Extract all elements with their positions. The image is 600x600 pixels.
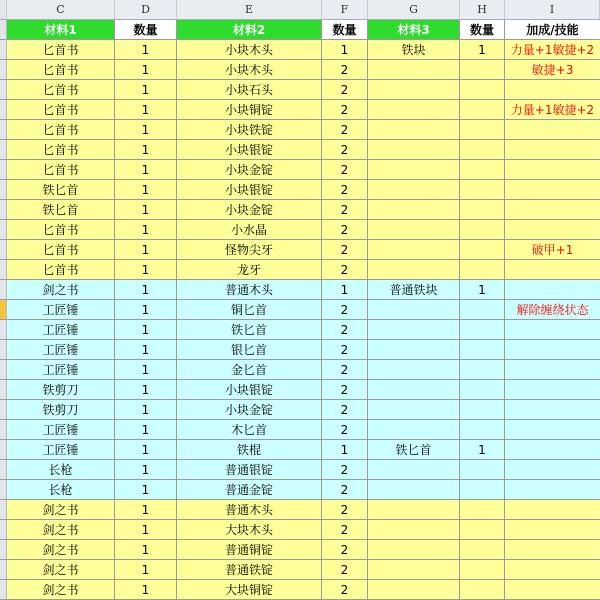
cell-material2[interactable]: 普通金锭 [177,480,322,500]
cell-material2[interactable]: 普通银锭 [177,460,322,480]
cell-material2[interactable]: 怪物尖牙 [177,240,322,260]
column-header-e[interactable]: E [177,0,322,20]
table-row [0,500,600,520]
cell-qty2[interactable]: 2 [322,420,368,440]
table-row [0,120,600,140]
cell-bonus[interactable] [505,380,600,400]
cell-material2[interactable]: 铜匕首 [177,300,322,320]
cell-material1[interactable]: 工匠锤 [7,420,115,440]
row-header[interactable] [0,180,7,200]
cell-qty2[interactable]: 1 [322,40,368,60]
cell-qty2[interactable]: 2 [322,120,368,140]
cell-qty3[interactable] [460,340,505,360]
cell-qty3[interactable] [460,220,505,240]
cell-material2[interactable]: 小块金锭 [177,200,322,220]
cell-qty2[interactable]: 2 [322,340,368,360]
cell-qty3[interactable] [460,160,505,180]
cell-bonus[interactable]: 力量+1敏捷+2 [505,40,600,60]
table-row [0,180,600,200]
cell-qty3[interactable] [460,480,505,500]
cell-qty2[interactable]: 2 [322,580,368,600]
cell-qty3[interactable] [460,60,505,80]
row-header[interactable] [0,40,7,60]
cell-material1[interactable]: 工匠锤 [7,440,115,460]
table-row [0,200,600,220]
cell-qty1[interactable]: 1 [115,100,177,120]
table-row [0,100,600,120]
cell-qty1[interactable]: 1 [115,60,177,80]
table-row [0,60,600,80]
cell-qty2[interactable]: 2 [322,240,368,260]
row-header[interactable] [0,220,7,240]
table-row [0,80,600,100]
cell-material1[interactable]: 匕首书 [7,160,115,180]
cell-material3[interactable] [368,200,460,220]
cell-material1[interactable]: 工匠锤 [7,340,115,360]
cell-material1[interactable]: 铁匕首 [7,200,115,220]
header-cell-bonus[interactable]: 加成/技能 [505,20,600,40]
cell-material2[interactable]: 普通铜锭 [177,540,322,560]
cell-qty3[interactable] [460,240,505,260]
cell-bonus[interactable] [505,320,600,340]
row-header[interactable] [0,120,7,140]
cell-bonus[interactable] [505,500,600,520]
cell-qty3[interactable] [460,540,505,560]
cell-material1[interactable]: 长枪 [7,480,115,500]
cell-material3[interactable] [368,580,460,600]
cell-material3[interactable] [368,80,460,100]
cell-qty3[interactable] [460,560,505,580]
cell-qty2[interactable]: 2 [322,560,368,580]
cell-material2[interactable]: 小块木头 [177,60,322,80]
cell-qty1[interactable]: 1 [115,460,177,480]
cell-material3[interactable] [368,420,460,440]
cell-material2[interactable]: 金匕首 [177,360,322,380]
cell-material2[interactable]: 大块木头 [177,520,322,540]
table-header-row [0,20,600,40]
row-header[interactable] [0,360,7,380]
cell-bonus[interactable] [505,140,600,160]
cell-material1[interactable]: 匕首书 [7,220,115,240]
table-row [0,340,600,360]
cell-material3[interactable] [368,320,460,340]
cell-qty1[interactable]: 1 [115,80,177,100]
cell-qty1[interactable]: 1 [115,160,177,180]
cell-qty2[interactable]: 2 [322,60,368,80]
column-header-d[interactable]: D [115,0,177,20]
cell-material3[interactable] [368,60,460,80]
cell-material3[interactable]: 铁块 [368,40,460,60]
cell-qty1[interactable]: 1 [115,140,177,160]
cell-material2[interactable]: 龙牙 [177,260,322,280]
cell-qty2[interactable]: 2 [322,140,368,160]
cell-qty3[interactable] [460,420,505,440]
cell-material2[interactable]: 小块石头 [177,80,322,100]
cell-qty1[interactable]: 1 [115,420,177,440]
cell-material3[interactable] [368,560,460,580]
cell-qty2[interactable]: 2 [322,180,368,200]
row-header[interactable] [0,300,7,320]
table-body [0,40,600,600]
cell-bonus[interactable]: 解除缠绕状态 [505,300,600,320]
cell-material3[interactable] [368,240,460,260]
cell-material1[interactable]: 剑之书 [7,580,115,600]
row-header[interactable] [0,260,7,280]
table-row [0,440,600,460]
cell-bonus[interactable] [505,180,600,200]
cell-qty2[interactable]: 2 [322,300,368,320]
cell-bonus[interactable] [505,340,600,360]
cell-bonus[interactable] [505,120,600,140]
row-header[interactable] [0,240,7,260]
cell-qty2[interactable]: 2 [322,260,368,280]
cell-bonus[interactable] [505,360,600,380]
table-row [0,140,600,160]
cell-material1[interactable]: 铁匕首 [7,180,115,200]
cell-bonus[interactable] [505,400,600,420]
cell-material1[interactable]: 铁剪刀 [7,380,115,400]
cell-material2[interactable]: 木匕首 [177,420,322,440]
table-row [0,320,600,340]
cell-qty2[interactable]: 2 [322,540,368,560]
cell-material3[interactable] [368,360,460,380]
cell-material1[interactable]: 工匠锤 [7,360,115,380]
table-row [0,160,600,180]
cell-material2[interactable]: 小块金锭 [177,400,322,420]
cell-qty1[interactable]: 1 [115,500,177,520]
cell-material2[interactable]: 普通铁锭 [177,560,322,580]
table-row [0,240,600,260]
cell-material2[interactable]: 银匕首 [177,340,322,360]
cell-qty1[interactable]: 1 [115,280,177,300]
cell-qty3[interactable] [460,580,505,600]
cell-material3[interactable] [368,500,460,520]
cell-qty2[interactable]: 2 [322,460,368,480]
table-row [0,360,600,380]
cell-material2[interactable]: 普通木头 [177,280,322,300]
table-row [0,40,600,60]
cell-bonus[interactable] [505,560,600,580]
cell-bonus[interactable]: 敏捷+3 [505,60,600,80]
cell-qty1[interactable]: 1 [115,580,177,600]
cell-material2[interactable]: 小块银锭 [177,380,322,400]
header-cell-qty3[interactable]: 数量 [460,20,505,40]
table-row [0,480,600,500]
cell-bonus[interactable] [505,200,600,220]
cell-material2[interactable]: 大块铜锭 [177,580,322,600]
row-header[interactable] [0,460,7,480]
cell-qty2[interactable]: 1 [322,440,368,460]
cell-material3[interactable] [368,140,460,160]
cell-qty3[interactable] [460,320,505,340]
cell-material3[interactable]: 铁匕首 [368,440,460,460]
cell-bonus[interactable] [505,280,600,300]
cell-qty3[interactable] [460,460,505,480]
cell-material2[interactable]: 小块银锭 [177,180,322,200]
cell-qty2[interactable]: 2 [322,100,368,120]
cell-material3[interactable] [368,380,460,400]
table-row [0,400,600,420]
cell-bonus[interactable]: 力量+1敏捷+2 [505,100,600,120]
row-header[interactable] [0,420,7,440]
cell-qty1[interactable]: 1 [115,340,177,360]
cell-material1[interactable]: 工匠锤 [7,320,115,340]
cell-material3[interactable] [368,460,460,480]
cell-qty2[interactable]: 2 [322,480,368,500]
table-row [0,220,600,240]
cell-qty1[interactable]: 1 [115,520,177,540]
select-all-corner[interactable] [0,0,7,20]
cell-material3[interactable] [368,100,460,120]
cell-qty3[interactable] [460,380,505,400]
column-header-f[interactable]: F [322,0,368,20]
cell-bonus[interactable] [505,580,600,600]
cell-qty3[interactable] [460,400,505,420]
cell-qty3[interactable]: 1 [460,440,505,460]
cell-qty3[interactable] [460,80,505,100]
cell-material1[interactable]: 匕首书 [7,100,115,120]
cell-qty3[interactable]: 1 [460,280,505,300]
cell-qty1[interactable]: 1 [115,240,177,260]
cell-material1[interactable]: 匕首书 [7,60,115,80]
cell-material2[interactable]: 普通木头 [177,500,322,520]
cell-qty1[interactable]: 1 [115,560,177,580]
table-row [0,540,600,560]
cell-qty1[interactable]: 1 [115,540,177,560]
cell-qty1[interactable]: 1 [115,360,177,380]
row-header[interactable] [0,100,7,120]
cell-material1[interactable]: 剑之书 [7,560,115,580]
cell-qty3[interactable] [460,500,505,520]
cell-bonus[interactable] [505,160,600,180]
cell-material2[interactable]: 小块铁锭 [177,120,322,140]
cell-bonus[interactable] [505,420,600,440]
cell-material1[interactable]: 匕首书 [7,80,115,100]
row-header[interactable] [0,80,7,100]
cell-qty1[interactable]: 1 [115,260,177,280]
cell-material1[interactable]: 剑之书 [7,540,115,560]
cell-qty3[interactable] [460,100,505,120]
row-header[interactable] [0,20,7,40]
cell-material3[interactable] [368,520,460,540]
table-row [0,420,600,440]
row-header[interactable] [0,160,7,180]
cell-material2[interactable]: 小块木头 [177,40,322,60]
table-row [0,280,600,300]
row-header[interactable] [0,580,7,600]
table-row [0,580,600,600]
header-cell-material3[interactable]: 材料3 [368,20,460,40]
column-header-g[interactable]: G [368,0,460,20]
row-header[interactable] [0,480,7,500]
header-cell-material1[interactable]: 材料1 [7,20,115,40]
row-header[interactable] [0,320,7,340]
cell-qty3[interactable] [460,200,505,220]
row-header[interactable] [0,500,7,520]
cell-material1[interactable]: 铁剪刀 [7,400,115,420]
cell-material3[interactable] [368,260,460,280]
cell-material2[interactable]: 铁棍 [177,440,322,460]
cell-qty2[interactable]: 2 [322,160,368,180]
cell-qty3[interactable]: 1 [460,40,505,60]
cell-bonus[interactable] [505,520,600,540]
cell-material3[interactable] [368,300,460,320]
cell-material1[interactable]: 工匠锤 [7,300,115,320]
row-header[interactable] [0,280,7,300]
table-row [0,560,600,580]
cell-qty1[interactable]: 1 [115,180,177,200]
cell-qty2[interactable]: 2 [322,200,368,220]
cell-bonus[interactable] [505,540,600,560]
cell-qty1[interactable]: 1 [115,120,177,140]
cell-material1[interactable]: 匕首书 [7,240,115,260]
cell-qty1[interactable]: 1 [115,40,177,60]
cell-material1[interactable]: 剑之书 [7,500,115,520]
cell-qty2[interactable]: 2 [322,220,368,240]
cell-qty2[interactable]: 2 [322,500,368,520]
column-header-row [0,0,600,20]
row-header[interactable] [0,200,7,220]
cell-qty2[interactable]: 2 [322,320,368,340]
cell-qty3[interactable] [460,360,505,380]
cell-qty1[interactable]: 1 [115,300,177,320]
cell-bonus[interactable] [505,220,600,240]
row-header[interactable] [0,440,7,460]
row-header[interactable] [0,540,7,560]
cell-material1[interactable]: 剑之书 [7,520,115,540]
cell-material3[interactable] [368,400,460,420]
row-header[interactable] [0,380,7,400]
cell-qty2[interactable]: 2 [322,360,368,380]
cell-material2[interactable]: 小水晶 [177,220,322,240]
cell-material1[interactable]: 匕首书 [7,260,115,280]
cell-bonus[interactable] [505,80,600,100]
cell-material3[interactable] [368,540,460,560]
cell-qty3[interactable] [460,180,505,200]
header-cell-qty1[interactable]: 数量 [115,20,177,40]
column-header-c[interactable]: C [7,0,115,20]
cell-qty1[interactable]: 1 [115,440,177,460]
cell-material1[interactable]: 长枪 [7,460,115,480]
cell-qty2[interactable]: 2 [322,380,368,400]
cell-material1[interactable]: 匕首书 [7,140,115,160]
cell-qty1[interactable]: 1 [115,320,177,340]
cell-material3[interactable] [368,180,460,200]
cell-material3[interactable] [368,120,460,140]
cell-qty1[interactable]: 1 [115,200,177,220]
cell-qty3[interactable] [460,300,505,320]
cell-qty2[interactable]: 2 [322,520,368,540]
table-row [0,460,600,480]
row-header[interactable] [0,60,7,80]
table-row [0,380,600,400]
cell-qty3[interactable] [460,140,505,160]
cell-qty3[interactable] [460,120,505,140]
cell-qty1[interactable]: 1 [115,380,177,400]
cell-qty1[interactable]: 1 [115,400,177,420]
cell-qty2[interactable]: 2 [322,400,368,420]
cell-bonus[interactable] [505,480,600,500]
cell-bonus[interactable]: 破甲+1 [505,240,600,260]
header-cell-qty2[interactable]: 数量 [322,20,368,40]
cell-material3[interactable] [368,220,460,240]
cell-material1[interactable]: 匕首书 [7,120,115,140]
cell-material2[interactable]: 小块银锭 [177,140,322,160]
table-row [0,520,600,540]
table-row [0,300,600,320]
cell-material2[interactable]: 小块金锭 [177,160,322,180]
row-header[interactable] [0,520,7,540]
cell-qty2[interactable]: 2 [322,80,368,100]
row-header[interactable] [0,560,7,580]
header-cell-material2[interactable]: 材料2 [177,20,322,40]
cell-material3[interactable] [368,340,460,360]
cell-material3[interactable] [368,160,460,180]
cell-qty3[interactable] [460,260,505,280]
table-row [0,260,600,280]
cell-material1[interactable]: 剑之书 [7,280,115,300]
row-header[interactable] [0,140,7,160]
cell-material3[interactable]: 普通铁块 [368,280,460,300]
cell-qty2[interactable]: 1 [322,280,368,300]
cell-bonus[interactable] [505,440,600,460]
column-header-i[interactable]: I [505,0,600,20]
cell-qty1[interactable]: 1 [115,480,177,500]
cell-qty3[interactable] [460,520,505,540]
column-header-h[interactable]: H [460,0,505,20]
row-header[interactable] [0,400,7,420]
cell-material2[interactable]: 铁匕首 [177,320,322,340]
cell-qty1[interactable]: 1 [115,220,177,240]
row-header[interactable] [0,340,7,360]
cell-material1[interactable]: 匕首书 [7,40,115,60]
cell-material3[interactable] [368,480,460,500]
cell-material2[interactable]: 小块铜锭 [177,100,322,120]
cell-bonus[interactable] [505,460,600,480]
cell-bonus[interactable] [505,260,600,280]
